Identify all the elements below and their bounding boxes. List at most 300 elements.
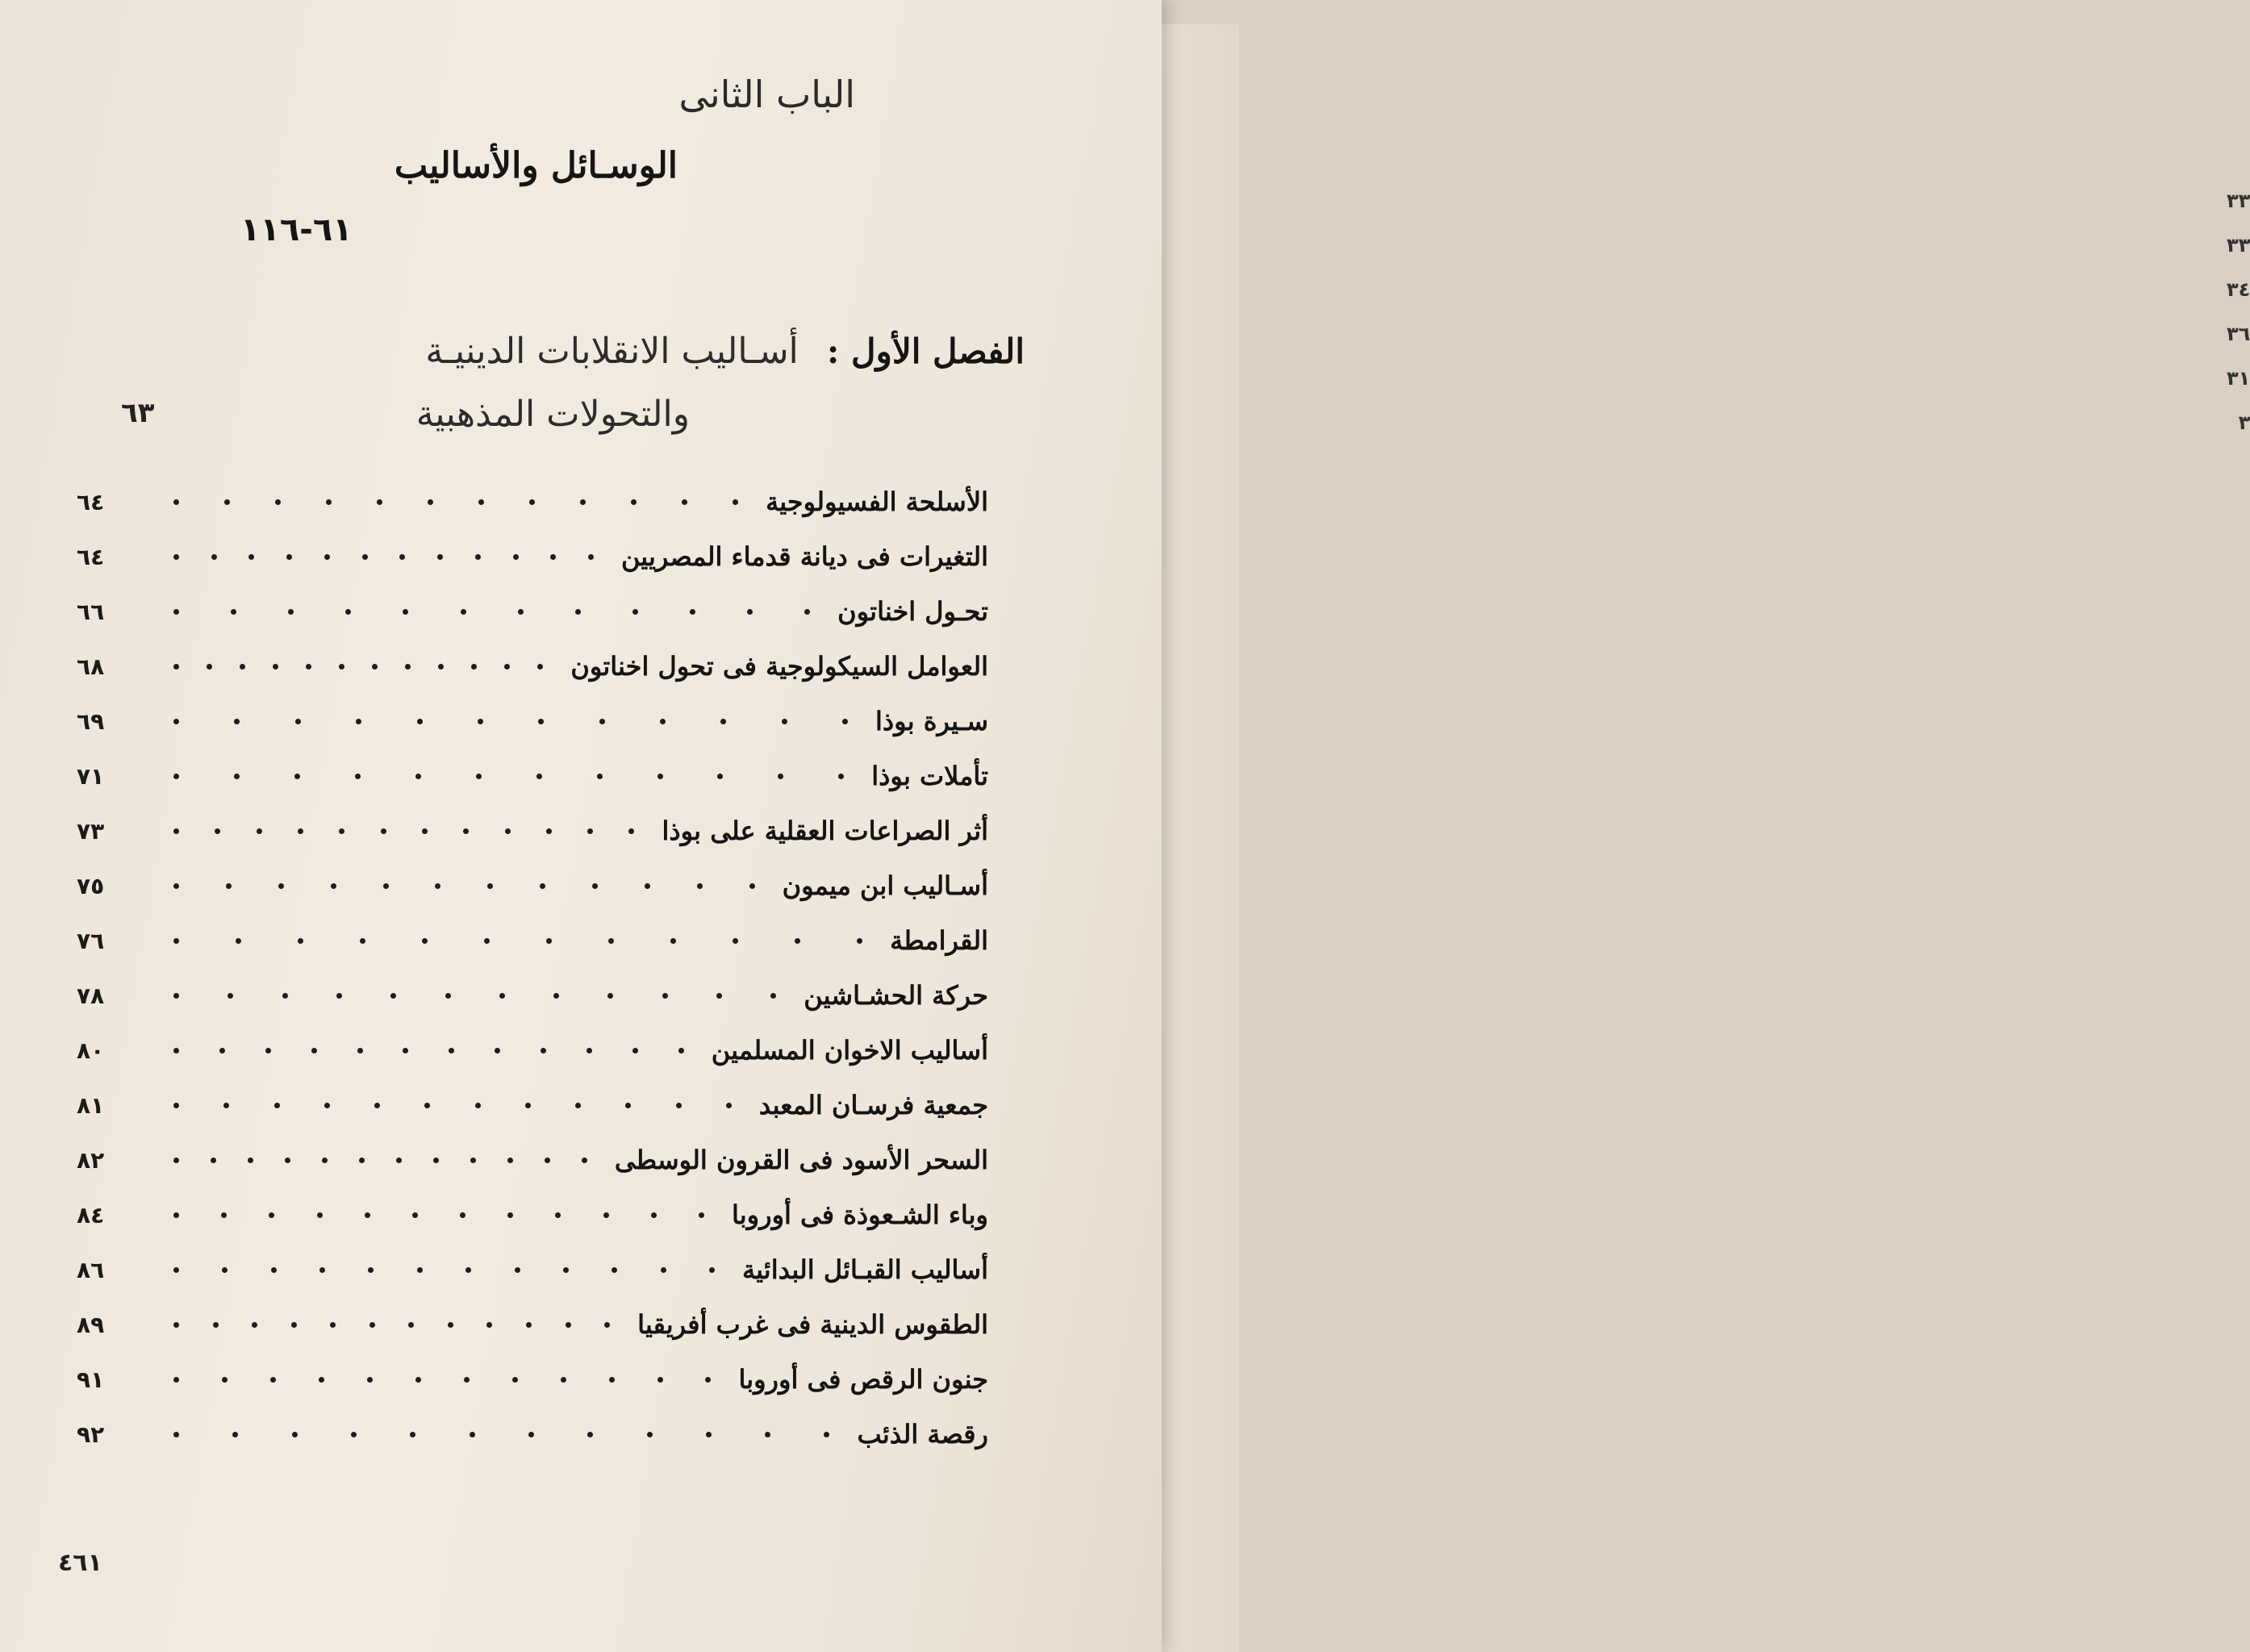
leader-dot: [857, 938, 862, 944]
leader-dot: [173, 1377, 179, 1383]
leader-dot: [298, 938, 303, 944]
dot-leader: [141, 1133, 603, 1187]
section-title-continuation: والتحولات المذهبية: [415, 394, 690, 435]
dot-leader: [141, 1187, 720, 1242]
leader-dot: [437, 554, 443, 560]
dot-leader: [141, 1297, 626, 1352]
leader-dot: [173, 1103, 179, 1108]
leader-dot: [408, 1322, 414, 1328]
leader-dot: [778, 774, 783, 779]
dot-leader: [141, 1352, 727, 1407]
leader-dot: [339, 664, 344, 670]
leader-dot: [603, 1212, 609, 1218]
leader-dot: [604, 1322, 610, 1328]
section-label: الفصل الأول :: [826, 332, 1025, 371]
toc-entry-page: ٩١: [77, 1366, 105, 1393]
dot-leader: [141, 639, 559, 694]
section-page-number: ٦٣: [121, 397, 155, 429]
leader-dot: [326, 499, 332, 505]
leader-dot: [566, 1322, 571, 1328]
leader-dot: [470, 1158, 476, 1163]
toc-entry-title: أساليب الاخوان المسلمين: [711, 1035, 988, 1066]
leader-dot: [367, 1377, 373, 1383]
leader-dot: [324, 554, 330, 560]
dot-leader: [141, 529, 610, 584]
leader-dot: [716, 993, 722, 999]
leader-dot: [271, 1267, 277, 1273]
leader-dot: [448, 1322, 453, 1328]
leader-dot: [705, 1377, 711, 1383]
leader-dot: [470, 1432, 475, 1437]
leader-dot: [356, 719, 361, 724]
leader-dot: [240, 664, 245, 670]
leader-dot: [645, 883, 650, 889]
toc-entry-title: رقصة الذئب: [857, 1419, 988, 1450]
leader-dot: [435, 883, 440, 889]
leader-dot: [528, 1432, 534, 1437]
leader-dot: [706, 1432, 712, 1437]
leader-dot: [536, 774, 542, 779]
leader-dot: [546, 938, 552, 944]
leader-dot: [545, 1158, 550, 1163]
leader-dot: [286, 554, 292, 560]
leader-dot: [765, 1432, 770, 1437]
toc-entry: [77, 1078, 988, 1133]
leader-dot: [747, 609, 753, 615]
leader-dot: [525, 1103, 531, 1108]
leader-dot: [221, 1212, 227, 1218]
leader-dot: [682, 499, 687, 505]
leader-dot: [749, 883, 755, 889]
leader-dot: [733, 499, 738, 505]
leader-dot: [403, 1048, 408, 1053]
leader-dot: [285, 1158, 290, 1163]
toc-entry: [77, 1133, 988, 1187]
leader-dot: [173, 719, 179, 724]
dot-leader: [141, 968, 792, 1023]
leader-dot: [311, 1048, 317, 1053]
leader-dot: [625, 1103, 631, 1108]
toc-entry-page: ٧١: [77, 762, 105, 790]
leader-dot: [580, 499, 586, 505]
leader-dot: [223, 1103, 229, 1108]
leader-dot: [495, 1048, 500, 1053]
leader-dot: [513, 554, 519, 560]
leader-dot: [234, 719, 240, 724]
leader-dot: [697, 883, 703, 889]
leader-dot: [219, 1048, 225, 1053]
toc-entry: [77, 858, 988, 913]
leader-dot: [651, 1212, 657, 1218]
toc-entry: [77, 584, 988, 639]
leader-dot: [540, 883, 545, 889]
toc-entry-title: وباء الشـعوذة فى أوروبا: [732, 1199, 988, 1230]
dot-leader: [141, 1407, 845, 1462]
toc-entry-title: الأسلحة الفسيولوجية: [766, 486, 988, 517]
leader-dot: [372, 664, 378, 670]
toc-entry: [77, 474, 988, 529]
leader-dot: [412, 1212, 418, 1218]
leader-dot: [537, 664, 543, 670]
leader-dot: [390, 993, 396, 999]
leader-dot: [670, 938, 676, 944]
leader-dot: [273, 664, 278, 670]
toc-entry-title: سـيرة بوذا: [875, 706, 988, 736]
leader-dot: [422, 828, 428, 834]
leader-dot: [438, 664, 444, 670]
leader-dot: [355, 774, 361, 779]
leader-dot: [632, 609, 638, 615]
toc-entry-title: السحر الأسود فى القرون الوسطى: [614, 1145, 988, 1175]
toc-entry: [77, 639, 988, 694]
section-title: أسـاليب الانقلابات الدينيـة: [425, 331, 799, 372]
adjacent-page-number: ٣١: [2227, 367, 2250, 390]
toc-entry-title: حركة الحشـاشين: [804, 980, 988, 1011]
leader-dot: [445, 993, 451, 999]
toc-entry-page: ٦٨: [77, 653, 105, 680]
leader-dot: [231, 609, 236, 615]
leader-dot: [504, 664, 510, 670]
dot-leader: [141, 1023, 700, 1078]
dot-leader: [141, 858, 771, 913]
leader-dot: [465, 1267, 471, 1273]
toc-entry-page: ٧٦: [77, 927, 105, 954]
leader-dot: [720, 719, 726, 724]
toc-entry-page: ٨٦: [77, 1256, 105, 1283]
leader-dot: [575, 1103, 581, 1108]
leader-dot: [306, 664, 311, 670]
leader-dot: [555, 1212, 561, 1218]
leader-dot: [410, 1432, 415, 1437]
leader-dot: [662, 993, 668, 999]
leader-dot: [222, 1377, 228, 1383]
toc-entry-page: ٧٥: [77, 872, 105, 899]
leader-dot: [612, 1267, 617, 1273]
leader-dot: [365, 1212, 370, 1218]
leader-dot: [405, 664, 411, 670]
toc-entry-page: ٨٠: [77, 1037, 105, 1064]
leader-dot: [232, 1432, 238, 1437]
adjacent-page-number: ٣٦: [2227, 323, 2250, 345]
toc-entry: [77, 803, 988, 858]
leader-dot: [222, 1267, 228, 1273]
toc-entry-title: تحـول اخناتون: [837, 596, 988, 627]
leader-dot: [173, 1267, 179, 1273]
toc-entry: [77, 1407, 988, 1462]
toc-entry-page: ٧٣: [77, 817, 105, 845]
leader-dot: [657, 774, 663, 779]
leader-dot: [381, 828, 386, 834]
leader-dot: [324, 1103, 330, 1108]
leader-dot: [396, 1158, 402, 1163]
chapter-label: الباب الثانى: [678, 73, 855, 116]
leader-dot: [631, 499, 637, 505]
leader-dot: [248, 1158, 253, 1163]
leader-dot: [518, 609, 524, 615]
part-title: الوسـائل والأساليب: [394, 145, 678, 186]
leader-dot: [269, 1212, 274, 1218]
leader-dot: [463, 828, 469, 834]
leader-dot: [795, 938, 800, 944]
leader-dot: [252, 1322, 257, 1328]
leader-dot: [717, 774, 723, 779]
leader-dot: [541, 1048, 546, 1053]
leader-dot: [678, 1048, 684, 1053]
dot-leader: [141, 474, 754, 529]
leader-dot: [471, 664, 477, 670]
toc-entry-page: ٦٤: [77, 488, 105, 515]
adjacent-page-number: ٣: [2238, 411, 2250, 434]
leader-dot: [275, 499, 281, 505]
adjacent-page-numbers: [2227, 190, 2250, 456]
toc-entry: [77, 529, 988, 584]
leader-dot: [587, 1432, 593, 1437]
leader-dot: [609, 1377, 615, 1383]
leader-dot: [587, 828, 593, 834]
dot-leader: [141, 803, 650, 858]
leader-dot: [336, 993, 342, 999]
leader-dot: [464, 1377, 470, 1383]
leader-dot: [661, 1267, 666, 1273]
toc-entry-title: القرامطة: [890, 925, 988, 956]
leader-dot: [173, 938, 179, 944]
leader-dot: [475, 1103, 481, 1108]
leader-dot: [360, 938, 365, 944]
leader-dot: [676, 1103, 682, 1108]
leader-dot: [322, 1158, 328, 1163]
leader-dot: [173, 828, 179, 834]
leader-dot: [173, 1432, 179, 1437]
leader-dot: [319, 1267, 325, 1273]
toc-entry-page: ٦٩: [77, 707, 105, 735]
leader-dot: [699, 1212, 704, 1218]
leader-dot: [257, 828, 262, 834]
leader-dot: [173, 993, 179, 999]
leader-dot: [529, 499, 535, 505]
leader-dot: [563, 1267, 569, 1273]
leader-dot: [215, 828, 220, 834]
leader-dot: [582, 1158, 587, 1163]
dot-leader: [141, 1242, 731, 1297]
toc-entry-title: أسـاليب ابن ميمون: [782, 870, 988, 901]
toc-entry-title: أثر الصراعات العقلية على بوذا: [662, 816, 988, 846]
leader-dot: [330, 1322, 336, 1328]
leader-dot: [690, 609, 695, 615]
leader-dot: [173, 883, 179, 889]
leader-dot: [526, 1322, 532, 1328]
dot-leader: [141, 749, 860, 803]
leader-dot: [377, 499, 382, 505]
leader-dot: [399, 554, 405, 560]
leader-dot: [173, 1212, 179, 1218]
leader-dot: [383, 883, 389, 889]
leader-dot: [499, 993, 505, 999]
leader-dot: [512, 1377, 518, 1383]
leader-dot: [417, 719, 423, 724]
leader-dot: [403, 609, 408, 615]
toc-entry-page: ٦٦: [77, 598, 105, 625]
toc-entry-page: ٨٤: [77, 1201, 105, 1229]
table-of-contents: [77, 474, 988, 1462]
leader-dot: [226, 883, 232, 889]
leader-dot: [173, 1158, 179, 1163]
toc-entry-page: ٨٩: [77, 1311, 105, 1338]
leader-dot: [592, 883, 598, 889]
leader-dot: [417, 1267, 423, 1273]
leader-dot: [173, 554, 179, 560]
leader-dot: [282, 993, 288, 999]
leader-dot: [274, 1103, 280, 1108]
leader-dot: [424, 1103, 430, 1108]
leader-dot: [270, 1377, 276, 1383]
adjacent-page-number: ٣٤: [2227, 278, 2250, 301]
toc-entry: [77, 1242, 988, 1297]
leader-dot: [647, 1432, 653, 1437]
leader-dot: [487, 883, 493, 889]
leader-dot: [295, 719, 301, 724]
leader-dot: [369, 1322, 375, 1328]
leader-dot: [331, 883, 336, 889]
leader-dot: [265, 1048, 271, 1053]
leader-dot: [415, 1377, 421, 1383]
toc-entry-page: ٧٨: [77, 982, 105, 1009]
toc-entry-title: الطقوس الدينية فى غرب أفريقيا: [637, 1309, 988, 1340]
leader-dot: [575, 609, 581, 615]
toc-entry-title: جنون الرقص فى أوروبا: [738, 1364, 988, 1395]
leader-dot: [317, 1212, 323, 1218]
leader-dot: [608, 938, 614, 944]
leader-dot: [368, 1267, 374, 1273]
page-folio: ٤٦١: [58, 1549, 102, 1577]
leader-dot: [460, 1212, 465, 1218]
leader-dot: [224, 499, 230, 505]
dot-leader: [141, 1078, 748, 1133]
toc-entry-page: ٨٢: [77, 1146, 105, 1174]
toc-entry: [77, 1023, 988, 1078]
leader-dot: [288, 609, 294, 615]
leader-dot: [607, 993, 613, 999]
leader-dot: [842, 719, 848, 724]
toc-entry-page: ٦٤: [77, 543, 105, 570]
leader-dot: [632, 1048, 638, 1053]
leader-dot: [422, 938, 428, 944]
adjacent-page-number: ٣٣: [2227, 190, 2250, 212]
leader-dot: [461, 609, 466, 615]
leader-dot: [588, 554, 594, 560]
part-page-range: ٦١-١١٦: [240, 211, 353, 248]
leader-dot: [709, 1267, 715, 1273]
toc-entry-title: جمعية فرسـان المعبد: [758, 1090, 988, 1120]
leader-dot: [538, 719, 544, 724]
toc-entry-title: تأملات بوذا: [871, 761, 988, 791]
leader-dot: [476, 774, 482, 779]
toc-entry: [77, 1352, 988, 1407]
leader-dot: [294, 774, 300, 779]
leader-dot: [433, 1158, 439, 1163]
toc-entry: [77, 749, 988, 803]
leader-dot: [357, 1048, 363, 1053]
leader-dot: [478, 719, 483, 724]
leader-dot: [726, 1103, 732, 1108]
toc-entry: [77, 913, 988, 968]
leader-dot: [428, 499, 433, 505]
leader-dot: [211, 1158, 216, 1163]
leader-dot: [599, 719, 605, 724]
leader-dot: [660, 719, 666, 724]
leader-dot: [345, 609, 351, 615]
leader-dot: [236, 938, 241, 944]
leader-dot: [546, 828, 552, 834]
toc-entry: [77, 1297, 988, 1352]
leader-dot: [804, 609, 810, 615]
leader-dot: [173, 1322, 179, 1328]
leader-dot: [362, 554, 368, 560]
dot-leader: [141, 694, 864, 749]
leader-dot: [173, 609, 179, 615]
leader-dot: [278, 883, 284, 889]
toc-entry-title: التغيرات فى ديانة قدماء المصريين: [620, 541, 988, 572]
leader-dot: [550, 554, 556, 560]
leader-dot: [507, 1158, 513, 1163]
leader-dot: [173, 774, 179, 779]
leader-dot: [478, 499, 484, 505]
leader-dot: [824, 1432, 829, 1437]
leader-dot: [211, 554, 217, 560]
leader-dot: [553, 993, 559, 999]
leader-dot: [657, 1377, 663, 1383]
leader-dot: [486, 1322, 492, 1328]
toc-entry: [77, 694, 988, 749]
leader-dot: [475, 554, 481, 560]
leader-dot: [234, 774, 240, 779]
leader-dot: [173, 1048, 179, 1053]
leader-dot: [319, 1377, 324, 1383]
section-heading: [153, 331, 1025, 372]
leader-dot: [628, 828, 634, 834]
leader-dot: [248, 554, 254, 560]
leader-dot: [733, 938, 738, 944]
leader-dot: [351, 1432, 357, 1437]
leader-dot: [173, 664, 179, 670]
leader-dot: [298, 828, 303, 834]
toc-entry-page: ٨١: [77, 1091, 105, 1119]
leader-dot: [374, 1103, 380, 1108]
toc-entry: [77, 1187, 988, 1242]
leader-dot: [838, 774, 844, 779]
dot-leader: [141, 584, 826, 639]
leader-dot: [597, 774, 603, 779]
toc-entry-title: العوامل السيكولوجية فى تحول اخناتون: [570, 651, 988, 682]
leader-dot: [515, 1267, 520, 1273]
leader-dot: [339, 828, 344, 834]
leader-dot: [213, 1322, 219, 1328]
leader-dot: [484, 938, 490, 944]
leader-dot: [291, 1322, 297, 1328]
leader-dot: [770, 993, 776, 999]
leader-dot: [228, 993, 233, 999]
toc-entry-page: ٩٢: [77, 1420, 105, 1448]
leader-dot: [507, 1212, 513, 1218]
toc-entry-title: أساليب القبـائل البدائية: [741, 1254, 988, 1285]
leader-dot: [782, 719, 787, 724]
leader-dot: [207, 664, 212, 670]
adjacent-page-number: ٣٣: [2227, 234, 2250, 257]
leader-dot: [173, 499, 179, 505]
leader-dot: [561, 1377, 566, 1383]
toc-entry: [77, 968, 988, 1023]
dot-leader: [141, 913, 879, 968]
leader-dot: [415, 774, 421, 779]
